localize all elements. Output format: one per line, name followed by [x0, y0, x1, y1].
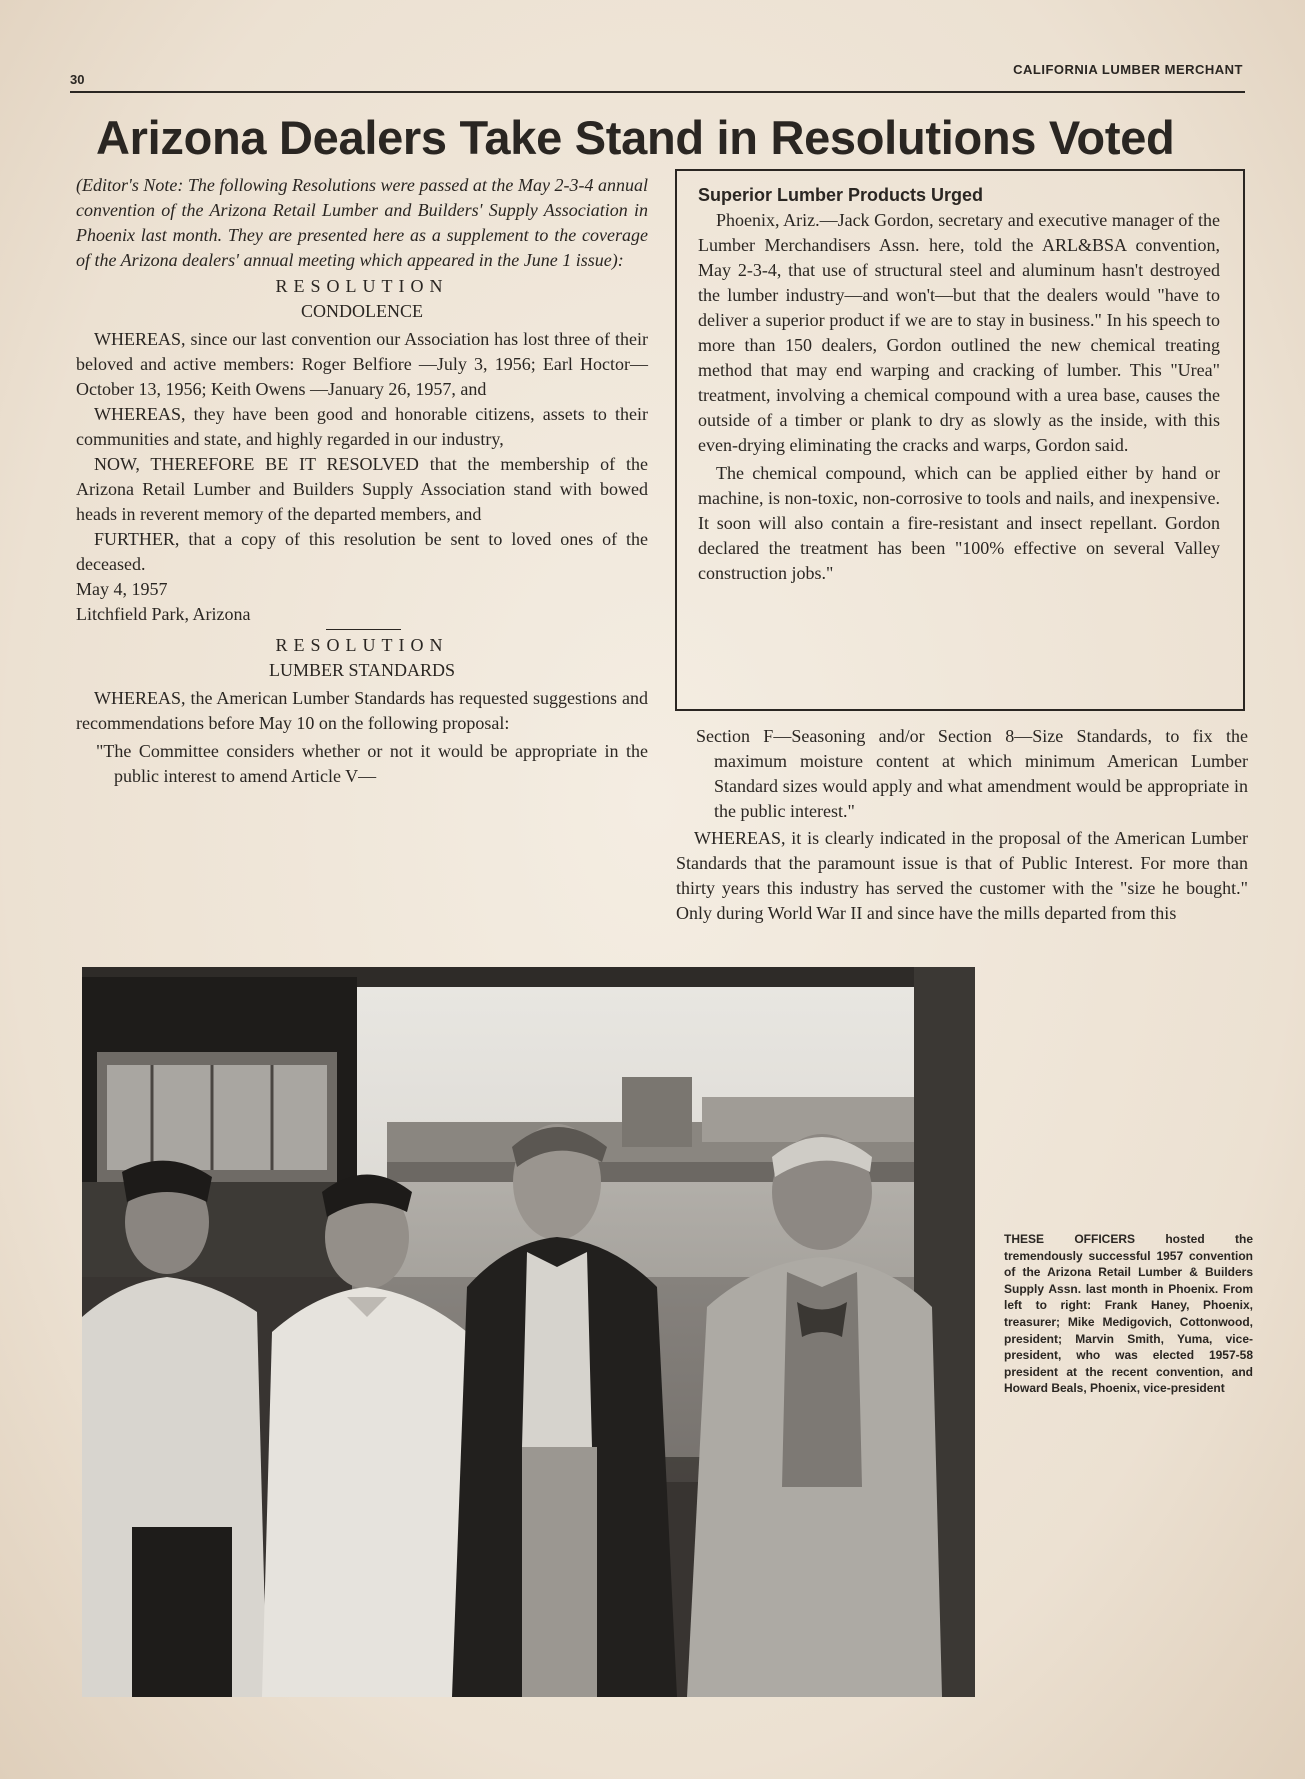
section-divider — [326, 629, 401, 630]
resolution-2-subtitle: LUMBER STANDARDS — [268, 660, 456, 680]
sidebar-paragraph: The chemical compound, which can be applied either by hand or machine, is non-toxic, non-corrosive to tools and nails, and inexpensive. It soon will also contain a fire-resistant and insect repellant. Gordon declared the treatment has been "100% effective on several Valley construction jobs." — [698, 463, 1220, 583]
header-rule — [70, 91, 1245, 93]
resolution-2-title: RESOLUTION — [275, 635, 449, 655]
page-number: 30 — [70, 72, 85, 87]
resolution-1-paragraph: WHEREAS, since our last convention our Association has lost three of their beloved and active members: Roger Belfiore —July 3, 1956; Earl Hoctor—October 13, 1956; Keith Owens —January 26, 1957, and — [76, 329, 648, 399]
officers-photo — [82, 967, 975, 1697]
publication-title: CALIFORNIA LUMBER MERCHANT — [1013, 62, 1243, 77]
quote-continuation: Section F—Seasoning and/or Section 8—Size Standards, to fix the maximum moisture content at which minimum American Lumber Standard sizes would apply and what amendment would be appropriate in the public interest." — [696, 726, 1248, 821]
right-column-paragraph: WHEREAS, it is clearly indicated in the proposal of the American Lumber Standards that the paramount issue is that of Public Interest. For more than thirty years this industry has served the customer with the "size he bought." Only during World War II and since have the mills departed from this — [676, 828, 1248, 923]
resolution-1-title: RESOLUTION — [275, 276, 449, 296]
sidebar-box — [675, 169, 1245, 711]
resolution-1-paragraph: FURTHER, that a copy of this resolution be sent to loved ones of the deceased. — [76, 529, 648, 574]
article-headline: Arizona Dealers Take Stand in Resolutions Voted — [96, 111, 1175, 164]
resolution-2-quote: "The Committee considers whether or not it would be appropriate in the public interest to amend Article V— — [96, 741, 648, 786]
resolution-1-subtitle: CONDOLENCE — [301, 301, 423, 321]
resolution-1-paragraph: WHEREAS, they have been good and honorable citizens, assets to their communities and state, and highly regarded in our industry, — [76, 404, 648, 449]
officers-photo-illustration — [82, 967, 975, 1697]
left-column — [76, 173, 648, 789]
resolution-2-paragraph: WHEREAS, the American Lumber Standards has requested suggestions and recommendations before May 10 on the following proposal: — [76, 688, 648, 733]
sidebar-paragraph: Phoenix, Ariz.—Jack Gordon, secretary and executive manager of the Lumber Merchandisers Assn. here, told the ARL&BSA convention, May 2-3-4, that use of structural steel and aluminum hasn't destroyed the lumber industry—and won't—but that the dealers would "have to deliver a superior product if we are to stay in business." In his speech to more than 150 dealers, Gordon outlined the new chemical treating method that may end warping and cracking of lumber. This "Urea" treatment, involving a chemical compound with a urea base, causes the outside of a timber or plank to dry as slowly as the inside, with this even-drying eliminating the cracks and warps, Gordon said. — [698, 210, 1220, 455]
resolution-1-paragraph: NOW, THEREFORE BE IT RESOLVED that the membership of the Arizona Retail Lumber and Builders Supply Association stand with bowed heads in reverent memory of the departed members, and — [76, 454, 648, 524]
photo-caption: THESE OFFICERS hosted the tremendously successful 1957 convention of the Arizona Retail Lumber & Builders Supply Assn. last month in Phoenix. From left to right: Frank Haney, Phoenix, treasurer; Mike Medigovich, Cottonwood, president; Marvin Smith, Yuma, vice-president, who was elected 1957-58 president at the recent convention, and Howard Beals, Phoenix, vice-president — [1004, 1232, 1253, 1396]
resolution-1-date: May 4, 1957 — [76, 579, 168, 599]
sidebar-title: Superior Lumber Products Urged — [698, 185, 984, 205]
right-column — [676, 724, 1248, 926]
editor-note: (Editor's Note: The following Resolutions were passed at the May 2-3-4 annual convention of the Arizona Retail Lumber and Builders' Supply Association in Phoenix last month. They are presented here as a supplement to the coverage of the Arizona dealers' annual meeting which appeared in the June 1 issue): — [76, 175, 648, 270]
resolution-1-place: Litchfield Park, Arizona — [76, 604, 251, 624]
